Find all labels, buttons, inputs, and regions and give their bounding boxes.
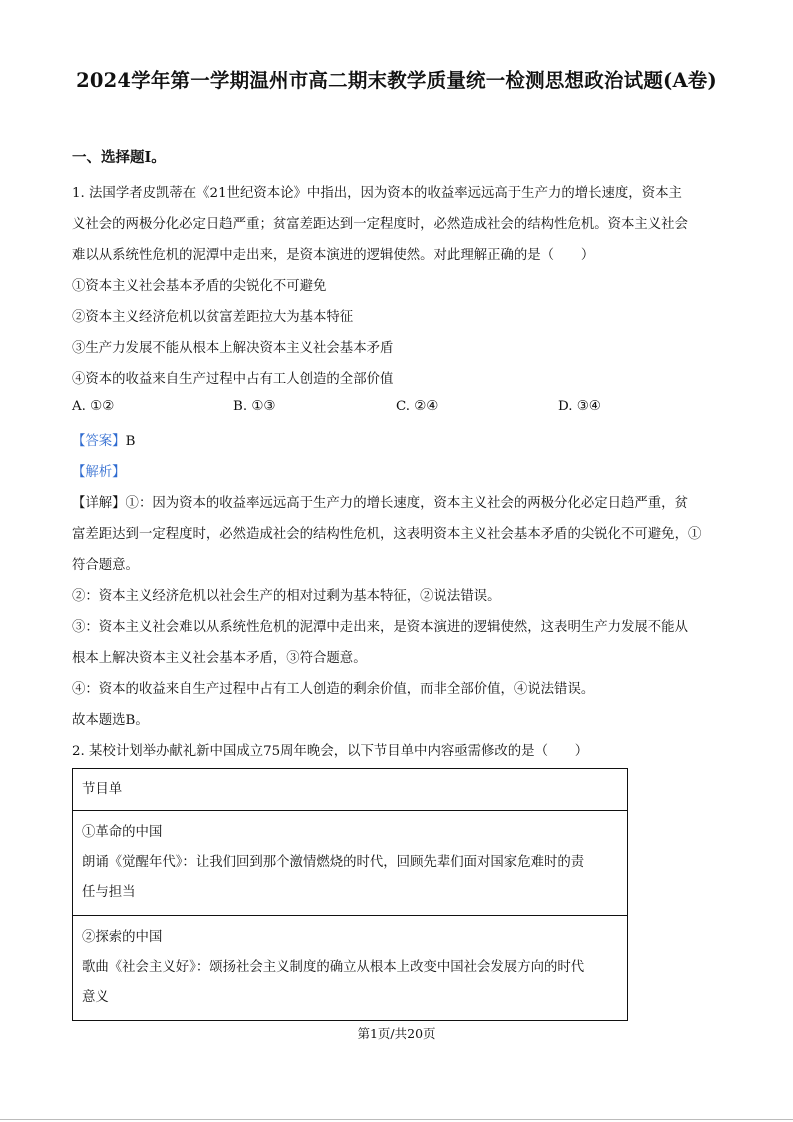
q1-statement: ①资本主义社会基本矛盾的尖锐化不可避免 <box>72 279 327 294</box>
table-row <box>73 769 628 811</box>
page-title: 2024学年第一学期温州市高二期末教学质量统一检测思想政治试题(A卷) <box>76 69 717 92</box>
table-cell <box>73 916 628 1021</box>
q1-option-a: A. ①② <box>72 399 115 414</box>
q1-statement: ③生产力发展不能从根本上解决资本主义社会基本矛盾 <box>72 341 394 356</box>
q1-option-b: B. ①③ <box>233 399 276 414</box>
program-desc-line: 意义 <box>82 990 109 1005</box>
q1-stem-line: 难以从系统性危机的泥潭中走出来，是资本演进的逻辑使然。对此理解正确的是（ ） <box>72 248 595 263</box>
table-row <box>73 811 628 916</box>
q1-detail-line: ④：资本的收益来自生产过程中占有工人创造的剩余价值，而非全部价值，④说法错误。 <box>72 682 595 697</box>
program-desc-line: 任与担当 <box>82 885 136 900</box>
q1-detail-line: 【详解】①：因为资本的收益率远远高于生产力的增长速度，资本主义社会的两极分化必定日趋严重，贫 <box>72 496 688 511</box>
table-header-cell <box>73 769 628 811</box>
q1-detail-line: 富差距达到一定程度时，必然造成社会的结构性危机，这表明资本主义社会基本矛盾的尖锐化不可避免，① <box>72 527 702 542</box>
program-title: ②探索的中国 <box>82 930 163 945</box>
program-desc-line: 朗诵《觉醒年代》：让我们回到那个激情燃烧的时代，回顾先辈们面对国家危难时的责 <box>82 855 585 870</box>
q1-detail-line: 根本上解决资本主义社会基本矛盾，③符合题意。 <box>72 651 367 666</box>
program-title: ①革命的中国 <box>82 825 163 840</box>
q1-detail-line: ③：资本主义社会难以从系统性危机的泥潭中走出来，是资本演进的逻辑使然，这表明生产力发展不能从 <box>72 620 688 635</box>
q1-stem-line: 义社会的两极分化必定日趋严重；贫富差距达到一定程度时，必然造成社会的结构性危机。资本主义社会 <box>72 217 688 232</box>
section-heading: 一、选择题Ⅰ。 <box>72 149 166 166</box>
q1-detail-line: ②：资本主义经济危机以社会生产的相对过剩为基本特征，②说法错误。 <box>72 589 501 604</box>
table-row <box>73 916 628 1021</box>
program-desc-line: 歌曲《社会主义好》：颂扬社会主义制度的确立从根本上改变中国社会发展方向的时代 <box>82 960 585 975</box>
table-header: 节目单 <box>82 781 123 797</box>
q1-statement: ②资本主义经济危机以贫富差距拉大为基本特征 <box>72 310 354 325</box>
q1-stem-line: 1. 法国学者皮凯蒂在《21世纪资本论》中指出，因为资本的收益率远远高于生产力的增长速度，资本主 <box>72 186 682 201</box>
answer-value: B <box>125 434 136 449</box>
q1-detail-line: 符合题意。 <box>72 558 139 573</box>
q1-option-c: C. ②④ <box>396 399 439 414</box>
q1-statement: ④资本的收益来自生产过程中占有工人创造的全部价值 <box>72 372 394 387</box>
page-footer: 第1页/共20页 <box>357 1026 436 1041</box>
program-table <box>72 768 628 1021</box>
table-cell <box>73 811 628 916</box>
q1-option-d: D. ③④ <box>558 399 601 414</box>
q1-detail-line: 故本题选B。 <box>72 713 149 728</box>
bottom-divider <box>0 1119 793 1120</box>
q1-answer <box>72 430 135 449</box>
analysis-tag: 【解析】 <box>72 465 126 480</box>
q2-stem: 2. 某校计划举办献礼新中国成立75周年晚会，以下节目单中内容亟需修改的是（ ） <box>72 744 589 759</box>
answer-tag: 【答案】 <box>72 434 126 449</box>
